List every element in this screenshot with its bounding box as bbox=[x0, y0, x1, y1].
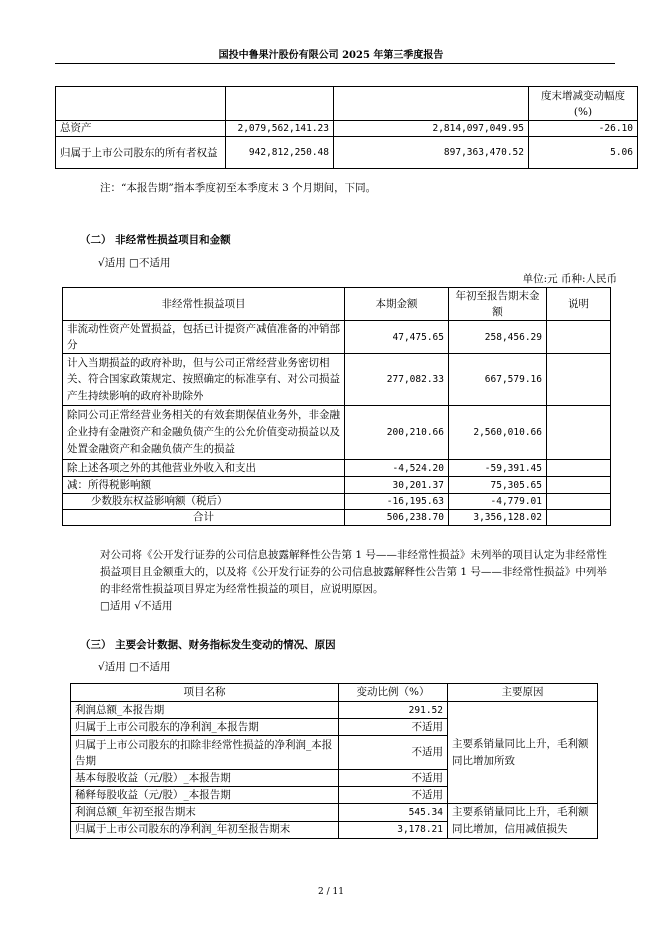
row-item: 利润总额_年初至报告期末 bbox=[71, 804, 339, 822]
cell-note bbox=[547, 354, 611, 406]
cell-ytd: 3,356,128.02 bbox=[449, 510, 547, 526]
cell-ytd: 258,456.29 bbox=[449, 321, 547, 354]
page-header: 国投中鲁果汁股份有限公司 2025 年第三季度报告 bbox=[218, 50, 444, 61]
row-item: 减：所得税影响额 bbox=[63, 477, 345, 494]
column-header: 非经常性损益项目 bbox=[63, 288, 345, 321]
cell-note bbox=[547, 460, 611, 477]
cell-value: 2,079,562,141.23 bbox=[226, 121, 334, 137]
cell-note bbox=[547, 510, 611, 526]
table-row bbox=[63, 460, 611, 477]
table-header-row bbox=[71, 684, 598, 702]
changes-table bbox=[70, 683, 598, 839]
cell-value: 2,814,097,049.95 bbox=[334, 121, 529, 137]
explanation-paragraph: 对公司将《公开发行证券的公司信息披露解释性公告第 1 号——非经常性损益》未列举的项目认定为非经常性损益项目且金额重大的，以及将《公开发行证券的公司信息披露解释性公告第 1 号——非经常性损益》中列举的非经常性损益项目界定为经常性损益的项目，应说明原因。 bbox=[100, 549, 607, 595]
cell-current: 30,201.37 bbox=[345, 477, 449, 494]
unit-label: 单位:元 币种:人民币 bbox=[522, 273, 617, 285]
section3-applicability: √适用 □不适用 bbox=[98, 661, 171, 673]
section2-title: （二） 非经常性损益项目和金额 bbox=[80, 234, 231, 246]
cell-ratio: 3,178.21 bbox=[339, 821, 448, 839]
column-header: 项目名称 bbox=[71, 684, 339, 702]
row-item: 合计 bbox=[63, 510, 345, 526]
cell-current: 200,210.66 bbox=[345, 406, 449, 460]
column-header: 变动比例（%） bbox=[339, 684, 448, 702]
row-item: 除上述各项之外的其他营业外收入和支出 bbox=[63, 460, 345, 477]
cell-ratio: 不适用 bbox=[339, 736, 448, 770]
table-header-row bbox=[63, 288, 611, 321]
section3-title: （三） 主要会计数据、财务指标发生变动的情况、原因 bbox=[80, 639, 336, 651]
cell-ratio: 不适用 bbox=[339, 719, 448, 736]
column-header: 本期金额 bbox=[345, 288, 449, 321]
table-row bbox=[63, 406, 611, 460]
column-header: 年初至报告期末金额 bbox=[449, 288, 547, 321]
row-item: 归属于上市公司股东的净利润_本报告期 bbox=[71, 719, 339, 736]
cell-current: -4,524.20 bbox=[345, 460, 449, 477]
cell-current: 47,475.65 bbox=[345, 321, 449, 354]
cell-note bbox=[547, 494, 611, 510]
non-recurring-table bbox=[62, 287, 611, 526]
table-total-row bbox=[63, 510, 611, 526]
table-row bbox=[56, 121, 638, 137]
table-row bbox=[71, 702, 598, 719]
table-row bbox=[71, 804, 598, 822]
cell-note bbox=[547, 321, 611, 354]
row-item: 少数股东权益影响额（税后） bbox=[63, 494, 345, 510]
reason-cell: 主要系销量同比上升，毛利额同比增加所致 bbox=[448, 702, 598, 804]
column-header: 说明 bbox=[547, 288, 611, 321]
row-label: 总资产 bbox=[56, 121, 226, 137]
cell-ytd: 667,579.16 bbox=[449, 354, 547, 406]
table-row bbox=[63, 321, 611, 354]
row-item: 归属于上市公司股东的净利润_年初至报告期末 bbox=[71, 821, 339, 839]
row-item: 基本每股收益（元/股）_本报告期 bbox=[71, 770, 339, 787]
cell-ytd: 2,560,010.66 bbox=[449, 406, 547, 460]
cell-value: 5.06 bbox=[529, 137, 638, 169]
change-ratio-header: 度末增减变动幅度(%) bbox=[529, 87, 638, 121]
row-item: 归属于上市公司股东的扣除非经常性损益的净利润_本报告期 bbox=[71, 736, 339, 770]
table-row bbox=[56, 137, 638, 169]
cell-current: 506,238.70 bbox=[345, 510, 449, 526]
section2-applicability: √适用 □不适用 bbox=[98, 257, 171, 269]
page-number: 2 / 11 bbox=[318, 887, 344, 897]
cell-current: -16,195.63 bbox=[345, 494, 449, 510]
cell-ratio: 不适用 bbox=[339, 787, 448, 804]
balance-table bbox=[55, 86, 638, 169]
row-label: 归属于上市公司股东的所有者权益 bbox=[56, 137, 226, 169]
note-text: 注：“本报告期”指本季度初至本季度末 3 个月期间，下同。 bbox=[100, 182, 377, 194]
cell-value: 897,363,470.52 bbox=[334, 137, 529, 169]
section2-applicability2: □适用 √不适用 bbox=[100, 600, 173, 612]
cell-ytd: -4,779.01 bbox=[449, 494, 547, 510]
cell-ytd: 75,305.65 bbox=[449, 477, 547, 494]
table-row bbox=[63, 477, 611, 494]
row-item: 计入当期损益的政府补助，但与公司正常经营业务密切相关、符合国家政策规定、按照确定的标准享有、对公司损益产生持续影响的政府补助除外 bbox=[63, 354, 345, 406]
row-item: 非流动性资产处置损益，包括已计提资产减值准备的冲销部分 bbox=[63, 321, 345, 354]
row-item: 稀释每股收益（元/股）_本报告期 bbox=[71, 787, 339, 804]
cell-ratio: 545.34 bbox=[339, 804, 448, 822]
cell-note bbox=[547, 477, 611, 494]
header-divider bbox=[55, 63, 615, 64]
cell-ratio: 291.52 bbox=[339, 702, 448, 719]
cell-ytd: -59,391.45 bbox=[449, 460, 547, 477]
cell-ratio: 不适用 bbox=[339, 770, 448, 787]
cell-value: -26.10 bbox=[529, 121, 638, 137]
column-header: 主要原因 bbox=[448, 684, 598, 702]
cell-value: 942,812,250.48 bbox=[226, 137, 334, 169]
table-row bbox=[63, 494, 611, 510]
row-item: 利润总额_本报告期 bbox=[71, 702, 339, 719]
cell-current: 277,082.33 bbox=[345, 354, 449, 406]
reason-cell: 主要系销量同比上升，毛利额同比增加，信用减值损失 bbox=[448, 804, 598, 839]
cell-note bbox=[547, 406, 611, 460]
row-item: 除同公司正常经营业务相关的有效套期保值业务外，非金融企业持有金融资产和金融负债产生的公允价值变动损益以及处置金融资产和金融负债产生的损益 bbox=[63, 406, 345, 460]
table-row bbox=[63, 354, 611, 406]
table-row bbox=[56, 87, 638, 121]
